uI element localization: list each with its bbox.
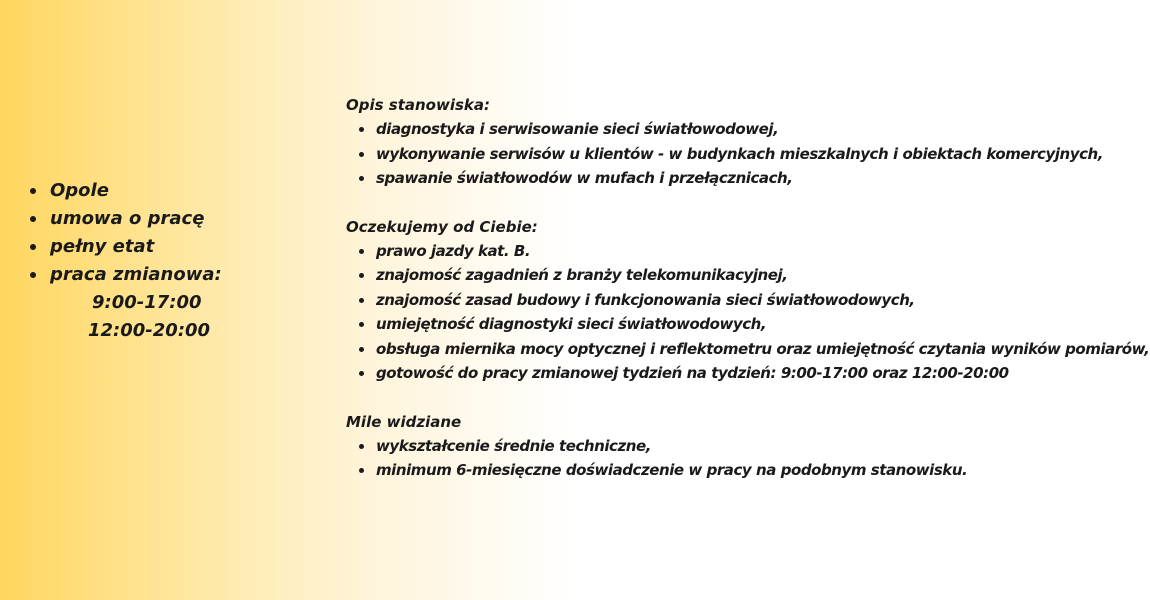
summary-list — [30, 177, 310, 289]
summary-contract: umowa o pracę — [30, 205, 310, 233]
list-item: diagnostyka i serwisowanie sieci światłowodowej, — [346, 117, 1146, 142]
summary-shift-work: praca zmianowa: — [30, 261, 310, 289]
job-summary — [30, 177, 310, 345]
list-item: wykształcenie średnie techniczne, — [346, 434, 1146, 459]
shift-hours — [30, 289, 310, 345]
nice-to-have-list — [346, 434, 1146, 483]
job-details — [346, 93, 1150, 507]
shift-hours-2: 12:00-20:00 — [88, 320, 211, 341]
list-item: minimum 6-miesięczne doświadczenie w pracy na podobnym stanowisku. — [346, 458, 1146, 483]
list-item: wykonywanie serwisów u klientów - w budynkach mieszkalnych i obiektach komercyjnych, — [346, 142, 1146, 167]
list-item: gotowość do pracy zmianowej tydzień na tydzień: 9:00-17:00 oraz 12:00-20:00 — [346, 361, 1146, 386]
summary-location: Opole — [30, 177, 310, 205]
section-nice-to-have — [346, 410, 1146, 483]
shift-hours-1: 9:00-17:00 — [92, 292, 202, 313]
section-title: Oczekujemy od Ciebie: — [346, 217, 538, 236]
list-item: znajomość zagadnień z branży telekomunikacyjnej, — [346, 263, 1146, 288]
description-list — [346, 117, 1146, 191]
list-item: obsługa miernika mocy optycznej i reflektometru oraz umiejętność czytania wyników pomiarów, — [346, 337, 1146, 362]
section-expectations — [346, 215, 1150, 386]
summary-employment: pełny etat — [30, 233, 310, 261]
list-item: umiejętność diagnostyki sieci światłowodowych, — [346, 312, 1146, 337]
list-item: prawo jazdy kat. B. — [346, 239, 1146, 264]
expectations-list — [346, 239, 1150, 386]
section-title: Opis stanowiska: — [346, 96, 491, 114]
section-title: Mile widziane — [346, 412, 462, 431]
list-item: spawanie światłowodów w mufach i przełącznicach, — [346, 166, 1146, 191]
list-item: znajomość zasad budowy i funkcjonowania sieci światłowodowych, — [346, 288, 1146, 313]
section-description — [346, 93, 1146, 191]
